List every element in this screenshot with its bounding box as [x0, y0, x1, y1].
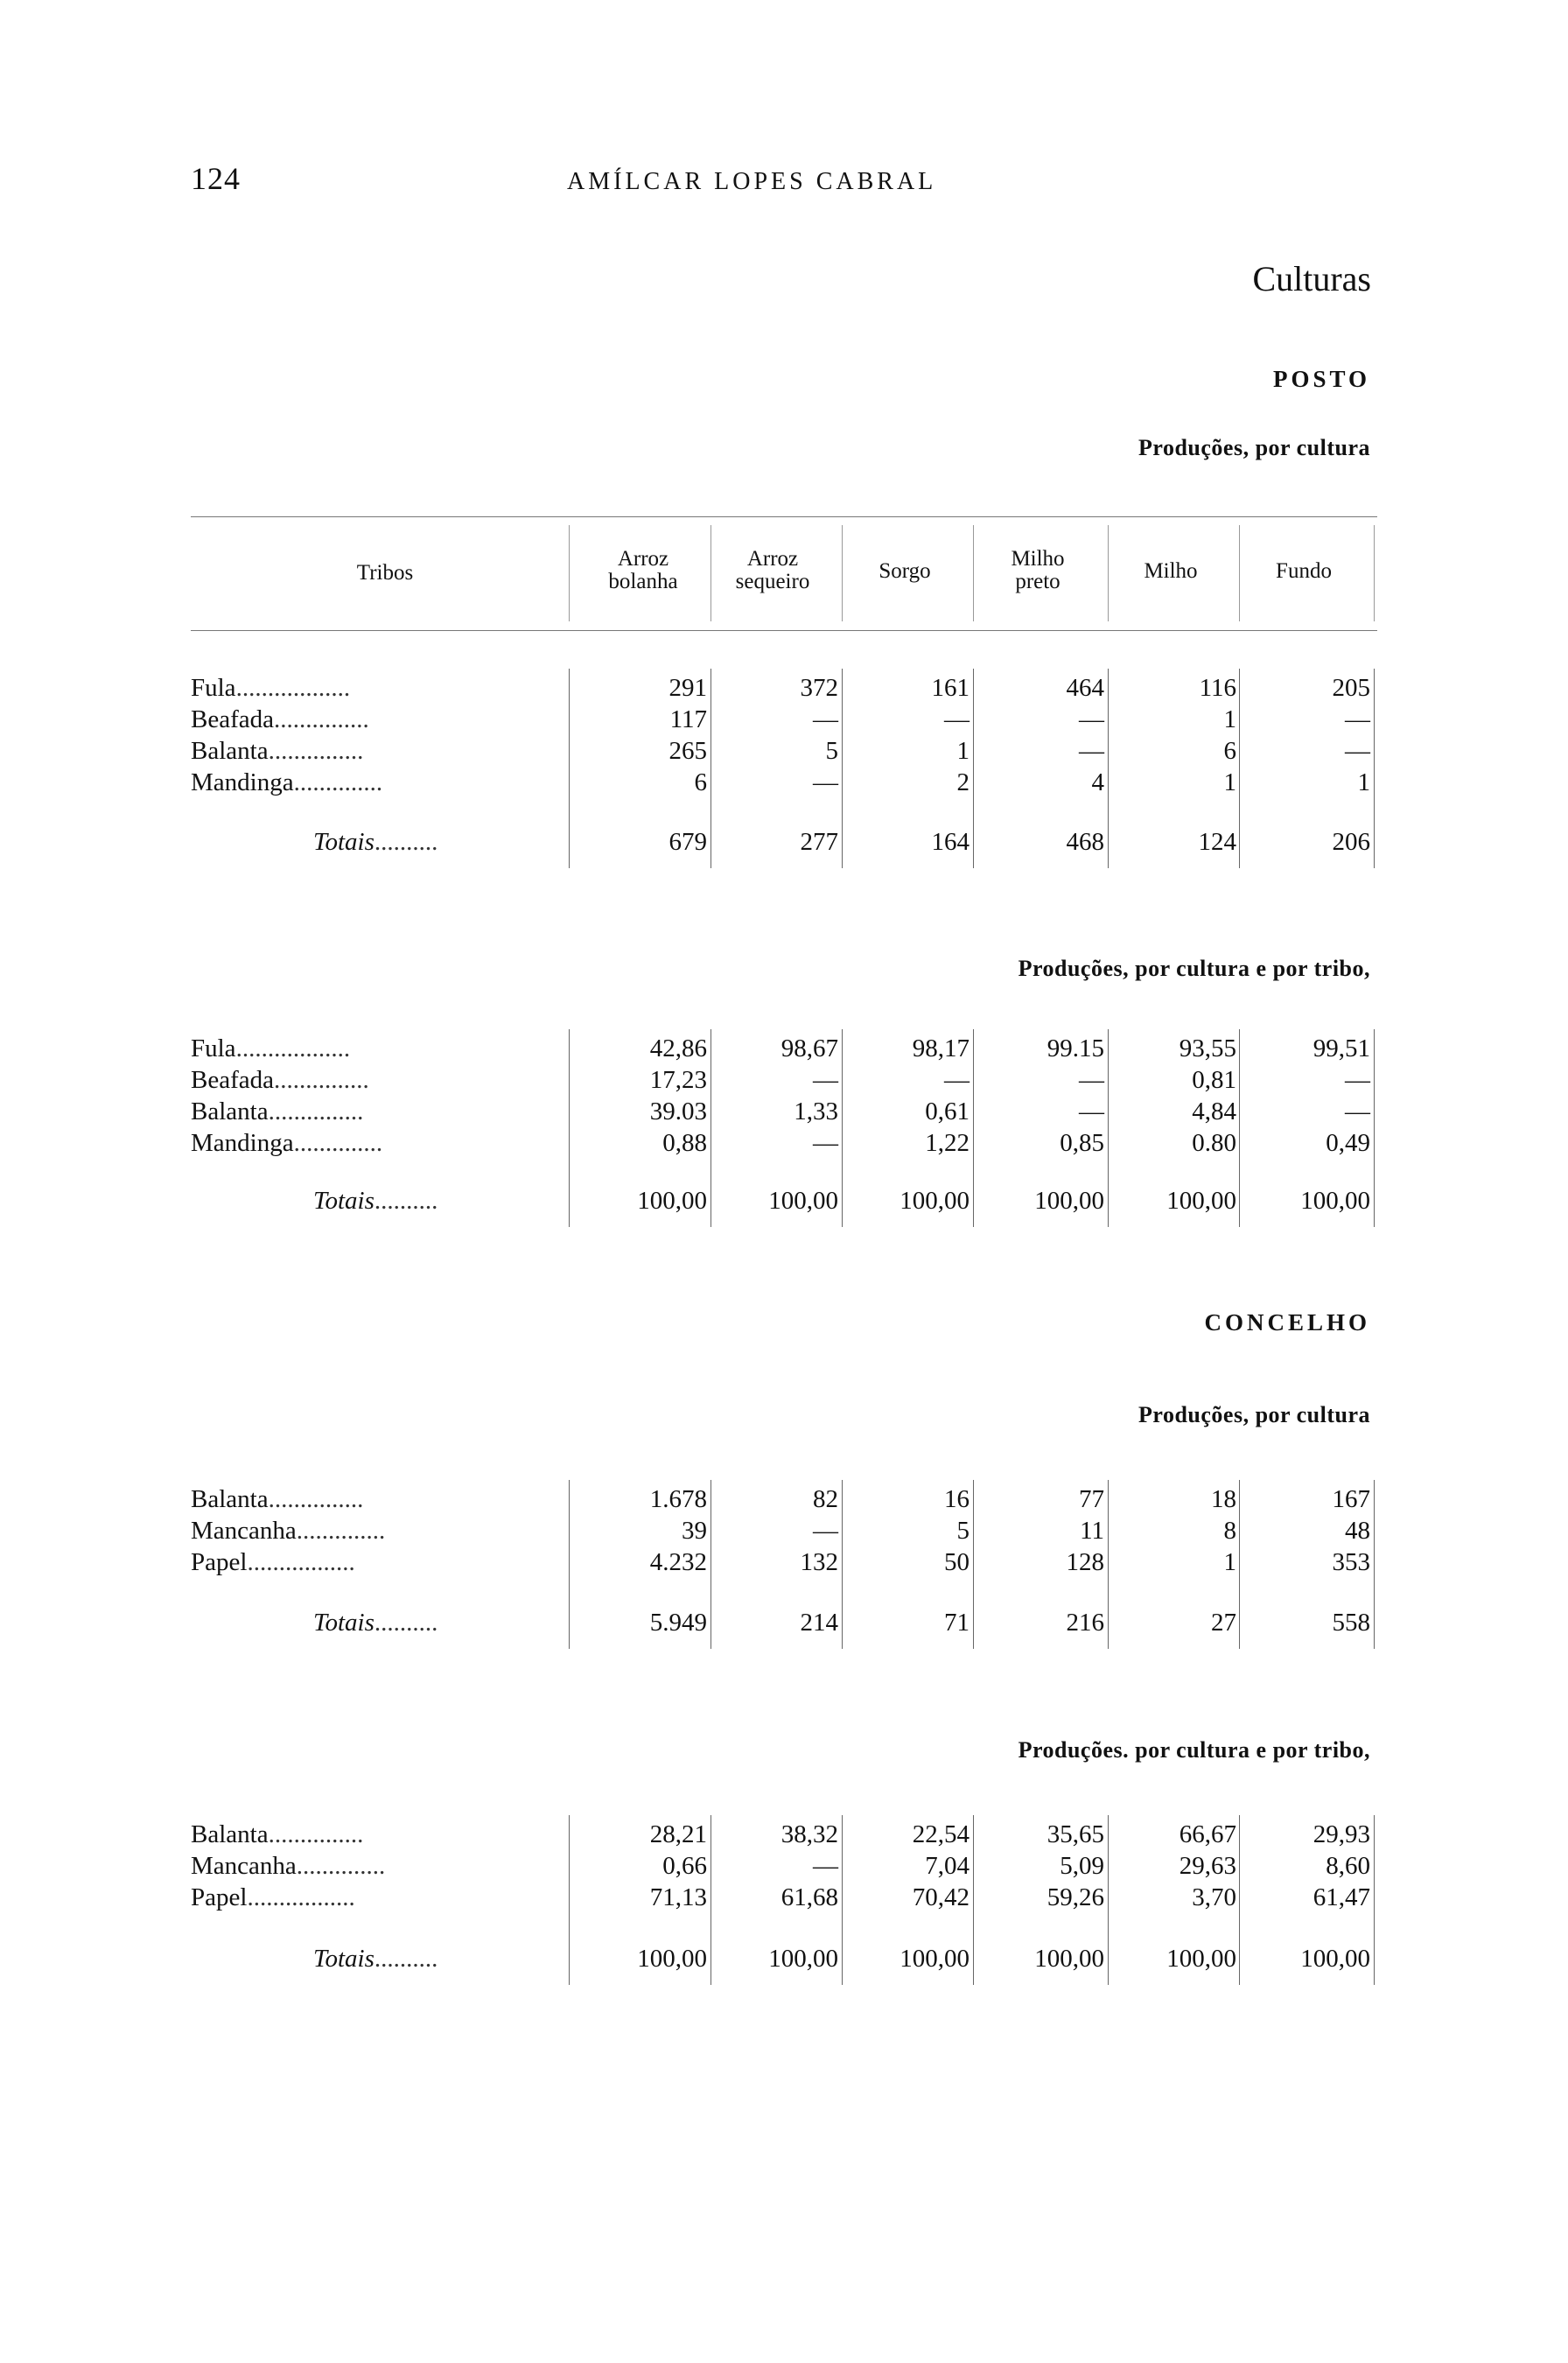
column-rule [842, 669, 843, 868]
column-rule [973, 669, 974, 868]
column-rule [569, 669, 570, 868]
dot-leader: ................. [247, 1883, 355, 1911]
column-header-4 [1101, 560, 1241, 583]
table-cell: 98,17 [912, 1034, 970, 1062]
column-rule [710, 1815, 711, 1985]
table-cell: 1 [956, 737, 970, 765]
column-rule [842, 1029, 843, 1227]
table-cell: 0,66 [662, 1852, 707, 1880]
table-cell: — [813, 1129, 838, 1157]
table-cell: 8 [1223, 1517, 1236, 1545]
table-cell: — [813, 705, 838, 733]
concelho-title: CONCELHO [1204, 1309, 1370, 1336]
total-cell: 100,00 [1034, 1187, 1104, 1215]
column-rule [1108, 669, 1109, 868]
tribe-label: Fula.................. [191, 674, 351, 702]
column-header-line-1: Fundo [1276, 559, 1332, 583]
table-cell: 117 [669, 705, 707, 733]
tribe-label: Balanta............... [191, 1820, 364, 1848]
table-cell: 6 [694, 768, 707, 796]
page-number: 124 [191, 161, 241, 196]
table-cell: 4,84 [1192, 1097, 1236, 1125]
table-cell: 3,70 [1192, 1883, 1236, 1911]
table-cell: 29,93 [1312, 1820, 1370, 1848]
header-divider [710, 525, 711, 621]
header-divider [1374, 525, 1375, 621]
dot-leader: ................. [247, 1548, 355, 1576]
column-rule [1108, 1480, 1109, 1649]
table-cell: 1 [1223, 1548, 1236, 1576]
tribe-label: Fula.................. [191, 1034, 351, 1062]
column-rule [973, 1815, 974, 1985]
tribe-label: Mandinga.............. [191, 768, 383, 796]
dot-leader: .................. [235, 1034, 351, 1062]
column-rule [1239, 1815, 1240, 1985]
table-cell: 0,88 [662, 1129, 707, 1157]
column-header-line-1: Milho [1011, 547, 1065, 571]
column-rule [1108, 1029, 1109, 1227]
total-cell: 100,00 [1034, 1945, 1104, 1973]
table-cell: 61,47 [1312, 1883, 1370, 1911]
table-cell: 353 [1332, 1548, 1370, 1576]
header-divider [1239, 525, 1240, 621]
table-cell: 167 [1332, 1485, 1370, 1513]
table-cell: 2 [956, 768, 970, 796]
table-cell: 265 [668, 737, 707, 765]
concelho-caption-production: Produções, por cultura [1138, 1402, 1370, 1427]
total-cell: 277 [800, 828, 838, 856]
column-header-3 [968, 548, 1108, 593]
table-cell: 291 [668, 674, 707, 702]
column-header-line-2: preto [1015, 570, 1060, 593]
table-cell: 161 [931, 674, 970, 702]
header-divider [842, 525, 843, 621]
table-cell: 5 [956, 1517, 970, 1545]
dot-leader: ............... [274, 1066, 369, 1094]
table-cell: 93,55 [1179, 1034, 1236, 1062]
total-cell: 216 [1066, 1609, 1104, 1637]
table-cell: 29,63 [1179, 1852, 1236, 1880]
tribe-label: Balanta............... [191, 1485, 364, 1513]
table-cell: 4.232 [649, 1548, 707, 1576]
table-cell: — [813, 768, 838, 796]
column-rule [973, 1029, 974, 1227]
table-cell: — [1079, 1066, 1104, 1094]
total-cell: 100,00 [1166, 1187, 1236, 1215]
total-cell: 100,00 [900, 1945, 970, 1973]
dot-leader: ............... [268, 1820, 364, 1848]
total-label: Totais.......... [313, 1187, 438, 1215]
column-rule [1239, 1029, 1240, 1227]
table-cell: 61,68 [780, 1883, 838, 1911]
column-rule [842, 1815, 843, 1985]
tribe-label: Beafada............... [191, 1066, 369, 1094]
header-divider [1108, 525, 1109, 621]
column-rule [569, 1815, 570, 1985]
table-cell: 18 [1211, 1485, 1236, 1513]
table-cell: 22,54 [912, 1820, 970, 1848]
total-cell: 100,00 [1166, 1945, 1236, 1973]
table-cell: 8,60 [1326, 1852, 1370, 1880]
table-cell: 39 [682, 1517, 707, 1545]
table-cell: — [813, 1517, 838, 1545]
table-cell: — [813, 1852, 838, 1880]
dot-leader: ............... [274, 705, 369, 733]
table-cell: — [813, 1066, 838, 1094]
table-cell: 11 [1080, 1517, 1104, 1545]
table-cell: 50 [944, 1548, 970, 1576]
posto-caption-production: Produções, por cultura [1138, 435, 1370, 460]
column-rule [710, 669, 711, 868]
column-rule [1374, 1029, 1375, 1227]
column-rule [842, 1480, 843, 1649]
table-cell: 132 [800, 1548, 838, 1576]
table-cell: — [1079, 1097, 1104, 1125]
total-label: Totais.......... [313, 1945, 438, 1973]
header-divider [973, 525, 974, 621]
column-rule [569, 1480, 570, 1649]
total-cell: 214 [800, 1609, 838, 1637]
column-header-line-2: bolanha [608, 570, 678, 593]
table-cell: — [1345, 705, 1370, 733]
table-cell: 116 [1199, 674, 1236, 702]
table-cell: 42,86 [649, 1034, 707, 1062]
table-cell: 17,23 [649, 1066, 707, 1094]
table-cell: 128 [1066, 1548, 1104, 1576]
total-cell: 100,00 [768, 1945, 838, 1973]
running-title: AMÍLCAR LOPES CABRAL [567, 168, 937, 195]
column-rule [710, 1480, 711, 1649]
total-cell: 27 [1211, 1609, 1236, 1637]
tribe-label: Balanta............... [191, 737, 364, 765]
column-header-line-2: sequeiro [735, 570, 810, 593]
table-cell: 0.80 [1192, 1129, 1236, 1157]
table-cell: 4 [1091, 768, 1104, 796]
column-rule [1239, 669, 1240, 868]
table-cell: — [1079, 705, 1104, 733]
table-cell: 1.678 [649, 1485, 707, 1513]
dot-leader: .............. [293, 768, 383, 796]
section-title: Culturas [1252, 259, 1371, 298]
table-cell: 5,09 [1060, 1852, 1104, 1880]
dot-leader: ............... [268, 1097, 364, 1125]
total-cell: 100,00 [768, 1187, 838, 1215]
table-cell: 35,65 [1046, 1820, 1104, 1848]
table-cell: 464 [1066, 674, 1104, 702]
table-cell: 1,22 [925, 1129, 970, 1157]
table-cell: 1,33 [794, 1097, 838, 1125]
table-cell: 66,67 [1179, 1820, 1236, 1848]
dot-leader: .......... [374, 1609, 438, 1637]
dot-leader: .......... [374, 1945, 438, 1973]
total-cell: 5.949 [649, 1609, 707, 1637]
tribe-label: Mancanha.............. [191, 1517, 386, 1545]
table-cell: 70,42 [912, 1883, 970, 1911]
column-header-line-1: Arroz [617, 547, 669, 571]
column-header-line-1: Milho [1144, 559, 1198, 583]
table-cell: 0,61 [925, 1097, 970, 1125]
dot-leader: .............. [296, 1852, 386, 1880]
column-header-2 [835, 560, 975, 583]
table-cell: 7,04 [925, 1852, 970, 1880]
total-cell: 206 [1332, 828, 1370, 856]
table-cell: 0,85 [1060, 1129, 1104, 1157]
column-rule [710, 1029, 711, 1227]
tribe-label: Papel................. [191, 1548, 355, 1576]
table-cell: 1 [1357, 768, 1370, 796]
table-cell: 71,13 [649, 1883, 707, 1911]
table-cell: — [1079, 737, 1104, 765]
total-cell: 71 [944, 1609, 970, 1637]
table-cell: 99.15 [1046, 1034, 1104, 1062]
column-header-5 [1234, 560, 1374, 583]
total-cell: 100,00 [900, 1187, 970, 1215]
table-cell: 39.03 [649, 1097, 707, 1125]
column-rule [1374, 1815, 1375, 1985]
posto-caption-percent: Produções, por cultura e por tribo, [1018, 956, 1370, 981]
header-top-rule [191, 516, 1377, 517]
table-cell: — [1345, 1097, 1370, 1125]
tribe-label: Beafada............... [191, 705, 369, 733]
table-cell: 77 [1079, 1485, 1104, 1513]
total-cell: 164 [931, 828, 970, 856]
column-header-line-1: Sorgo [878, 559, 931, 583]
dot-leader: ............... [268, 1485, 364, 1513]
total-label: Totais.......... [313, 828, 438, 856]
column-rule [1374, 1480, 1375, 1649]
header-bottom-rule [191, 630, 1377, 631]
column-rule [1108, 1815, 1109, 1985]
table-cell: 1 [1223, 768, 1236, 796]
tribe-label: Mancanha.............. [191, 1852, 386, 1880]
table-cell: — [944, 1066, 970, 1094]
table-cell: 59,26 [1046, 1883, 1104, 1911]
table-cell: 0,49 [1326, 1129, 1370, 1157]
total-cell: 100,00 [1300, 1945, 1370, 1973]
total-cell: 100,00 [637, 1187, 707, 1215]
table-cell: 0,81 [1192, 1066, 1236, 1094]
table-cell: 28,21 [649, 1820, 707, 1848]
table-cell: 99,51 [1312, 1034, 1370, 1062]
tribe-label: Balanta............... [191, 1097, 364, 1125]
tribe-label: Mandinga.............. [191, 1129, 383, 1157]
total-cell: 100,00 [1300, 1187, 1370, 1215]
concelho-caption-percent: Produções. por cultura e por tribo, [1018, 1737, 1370, 1763]
column-rule [973, 1480, 974, 1649]
table-cell: 82 [813, 1485, 838, 1513]
total-cell: 558 [1332, 1609, 1370, 1637]
total-cell: 468 [1066, 828, 1104, 856]
posto-title: POSTO [1272, 366, 1370, 392]
table-cell: — [1345, 737, 1370, 765]
tribe-label: Papel................. [191, 1883, 355, 1911]
dot-leader: .......... [374, 1187, 438, 1215]
total-cell: 100,00 [637, 1945, 707, 1973]
table-cell: 1 [1223, 705, 1236, 733]
column-rule [1374, 669, 1375, 868]
dot-leader: .............. [296, 1517, 386, 1545]
dot-leader: .............. [293, 1129, 383, 1157]
column-header-0 [573, 548, 713, 593]
column-header-line-1: Arroz [746, 547, 799, 571]
column-header-1 [703, 548, 843, 593]
table-cell: — [1345, 1066, 1370, 1094]
column-rule [569, 1029, 570, 1227]
table-cell: 372 [800, 674, 838, 702]
table-cell: 16 [944, 1485, 970, 1513]
total-label: Totais.......... [313, 1609, 438, 1637]
table-cell: 98,67 [780, 1034, 838, 1062]
column-header-tribes: Tribos [356, 561, 414, 585]
column-rule [1239, 1480, 1240, 1649]
dot-leader: .................. [235, 674, 351, 702]
dot-leader: ............... [268, 737, 364, 765]
header-divider [569, 525, 570, 621]
total-cell: 679 [668, 828, 707, 856]
table-cell: 48 [1345, 1517, 1370, 1545]
table-cell: — [944, 705, 970, 733]
table-cell: 205 [1332, 674, 1370, 702]
table-cell: 5 [825, 737, 838, 765]
total-cell: 124 [1198, 828, 1236, 856]
dot-leader: .......... [374, 828, 438, 856]
table-cell: 6 [1223, 737, 1236, 765]
table-cell: 38,32 [780, 1820, 838, 1848]
